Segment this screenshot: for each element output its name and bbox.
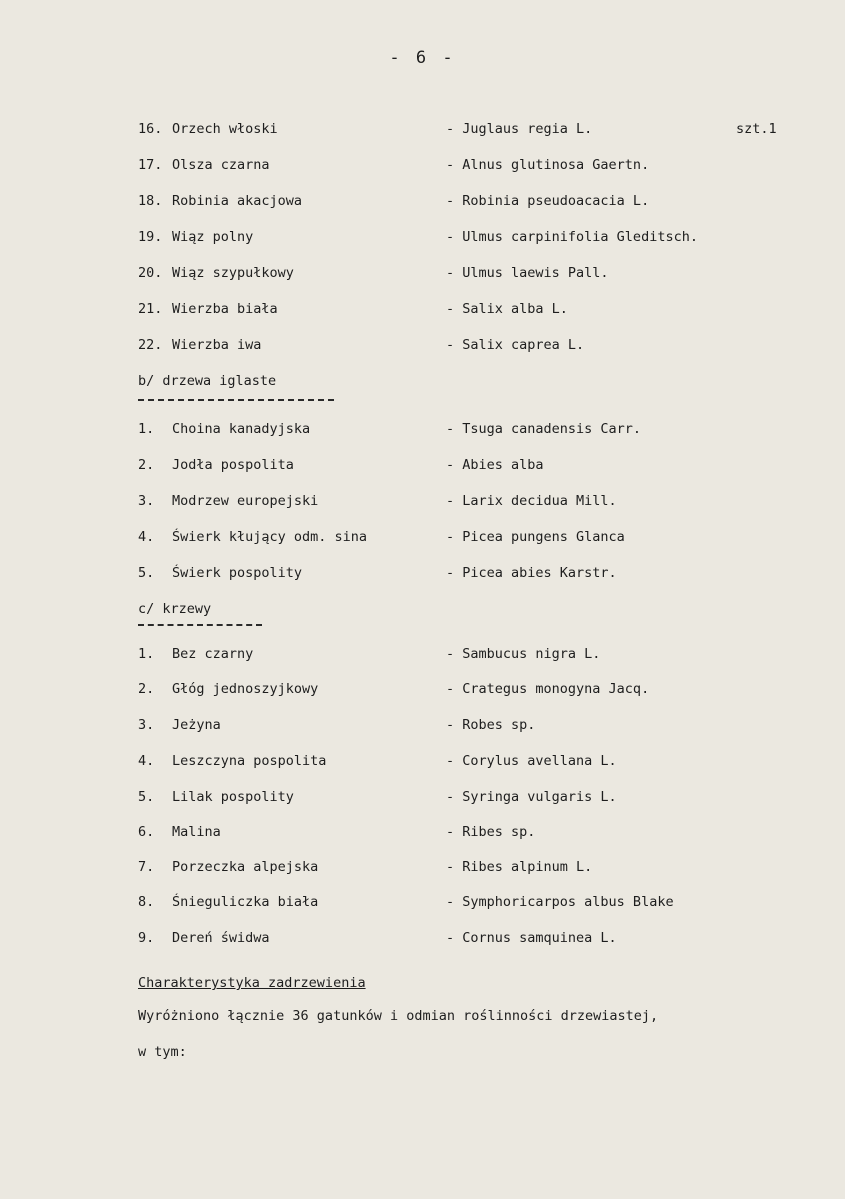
polish-name: Jodła pospolita <box>172 457 294 473</box>
item-number: 18. <box>138 193 163 209</box>
item-number: 19. <box>138 229 163 245</box>
item-number: 4. <box>138 529 155 545</box>
latin-name: - Ribes alpinum L. <box>446 859 593 875</box>
item-number: 6. <box>138 824 155 840</box>
paragraph-line: w tym: <box>138 1044 187 1060</box>
item-number: 1. <box>138 421 155 437</box>
list-item <box>0 262 845 284</box>
item-number: 4. <box>138 753 155 769</box>
polish-name: Malina <box>172 824 221 840</box>
latin-name: - Ulmus carpinifolia Gleditsch. <box>446 229 698 245</box>
section-heading-conifers: b/ drzewa iglaste <box>138 373 277 389</box>
item-number: 20. <box>138 265 163 281</box>
polish-name: Jeżyna <box>172 717 221 733</box>
polish-name: Wiąz polny <box>172 229 254 245</box>
latin-name: - Picea abies Karstr. <box>446 565 617 581</box>
latin-name: - Picea pungens Glanca <box>446 529 625 545</box>
characteristics-heading: Charakterystyka zadrzewienia <box>138 975 366 991</box>
item-number: 16. <box>138 121 163 137</box>
heading-rule <box>138 399 334 401</box>
page-number: - 6 - <box>389 48 456 68</box>
quantity-note: szt.1 <box>736 121 777 137</box>
polish-name: Orzech włoski <box>172 121 278 137</box>
list-item <box>0 891 845 913</box>
item-number: 2. <box>138 681 155 697</box>
polish-name: Wierzba biała <box>172 301 278 317</box>
paragraph-line: Wyróżniono łącznie 36 gatunków i odmian roślinności drzewiastej, <box>138 1008 659 1024</box>
latin-name: - Juglaus regia L. <box>446 121 593 137</box>
list-item <box>0 786 845 808</box>
list-item <box>0 526 845 548</box>
list-item <box>0 643 845 665</box>
list-item <box>0 418 845 440</box>
list-item <box>0 454 845 476</box>
section-heading-shrubs: c/ krzewy <box>138 601 212 617</box>
item-number: 3. <box>138 493 155 509</box>
latin-name: - Corylus avellana L. <box>446 753 617 769</box>
latin-name: - Tsuga canadensis Carr. <box>446 421 642 437</box>
polish-name: Wierzba iwa <box>172 337 262 353</box>
latin-name: - Sambucus nigra L. <box>446 646 601 662</box>
item-number: 22. <box>138 337 163 353</box>
list-item <box>0 750 845 772</box>
polish-name: Głóg jednoszyjkowy <box>172 681 319 697</box>
item-number: 21. <box>138 301 163 317</box>
latin-name: - Symphoricarpos albus Blake <box>446 894 674 910</box>
polish-name: Modrzew europejski <box>172 493 319 509</box>
list-item <box>0 714 845 736</box>
polish-name: Olsza czarna <box>172 157 270 173</box>
item-number: 2. <box>138 457 155 473</box>
heading-rule <box>138 624 262 626</box>
list-item <box>0 190 845 212</box>
polish-name: Porzeczka alpejska <box>172 859 319 875</box>
item-number: 8. <box>138 894 155 910</box>
latin-name: - Alnus glutinosa Gaertn. <box>446 157 650 173</box>
polish-name: Robinia akacjowa <box>172 193 303 209</box>
item-number: 9. <box>138 930 155 946</box>
latin-name: - Crategus monogyna Jacq. <box>446 681 650 697</box>
latin-name: - Ribes sp. <box>446 824 536 840</box>
item-number: 5. <box>138 565 155 581</box>
polish-name: Lilak pospolity <box>172 789 294 805</box>
list-item <box>0 856 845 878</box>
list-item <box>0 154 845 176</box>
latin-name: - Syringa vulgaris L. <box>446 789 617 805</box>
latin-name: - Salix alba L. <box>446 301 568 317</box>
list-item <box>0 298 845 320</box>
item-number: 1. <box>138 646 155 662</box>
list-item <box>0 118 845 140</box>
item-number: 3. <box>138 717 155 733</box>
list-item <box>0 226 845 248</box>
latin-name: - Ulmus laewis Pall. <box>446 265 609 281</box>
polish-name: Świerk pospolity <box>172 565 303 581</box>
list-item <box>0 678 845 700</box>
polish-name: Choina kanadyjska <box>172 421 311 437</box>
latin-name: - Abies alba <box>446 457 544 473</box>
latin-name: - Cornus samquinea L. <box>446 930 617 946</box>
list-item <box>0 821 845 843</box>
item-number: 5. <box>138 789 155 805</box>
item-number: 7. <box>138 859 155 875</box>
list-item <box>0 334 845 356</box>
list-item <box>0 490 845 512</box>
latin-name: - Robinia pseudoacacia L. <box>446 193 650 209</box>
characteristics-paragraph <box>138 998 658 1070</box>
polish-name: Śnieguliczka biała <box>172 894 319 910</box>
polish-name: Dereń świdwa <box>172 930 270 946</box>
latin-name: - Salix caprea L. <box>446 337 585 353</box>
latin-name: - Larix decidua Mill. <box>446 493 617 509</box>
item-number: 17. <box>138 157 163 173</box>
latin-name: - Robes sp. <box>446 717 536 733</box>
polish-name: Wiąz szypułkowy <box>172 265 294 281</box>
polish-name: Świerk kłujący odm. sina <box>172 529 368 545</box>
list-item <box>0 927 845 949</box>
polish-name: Bez czarny <box>172 646 254 662</box>
list-item <box>0 562 845 584</box>
polish-name: Leszczyna pospolita <box>172 753 327 769</box>
